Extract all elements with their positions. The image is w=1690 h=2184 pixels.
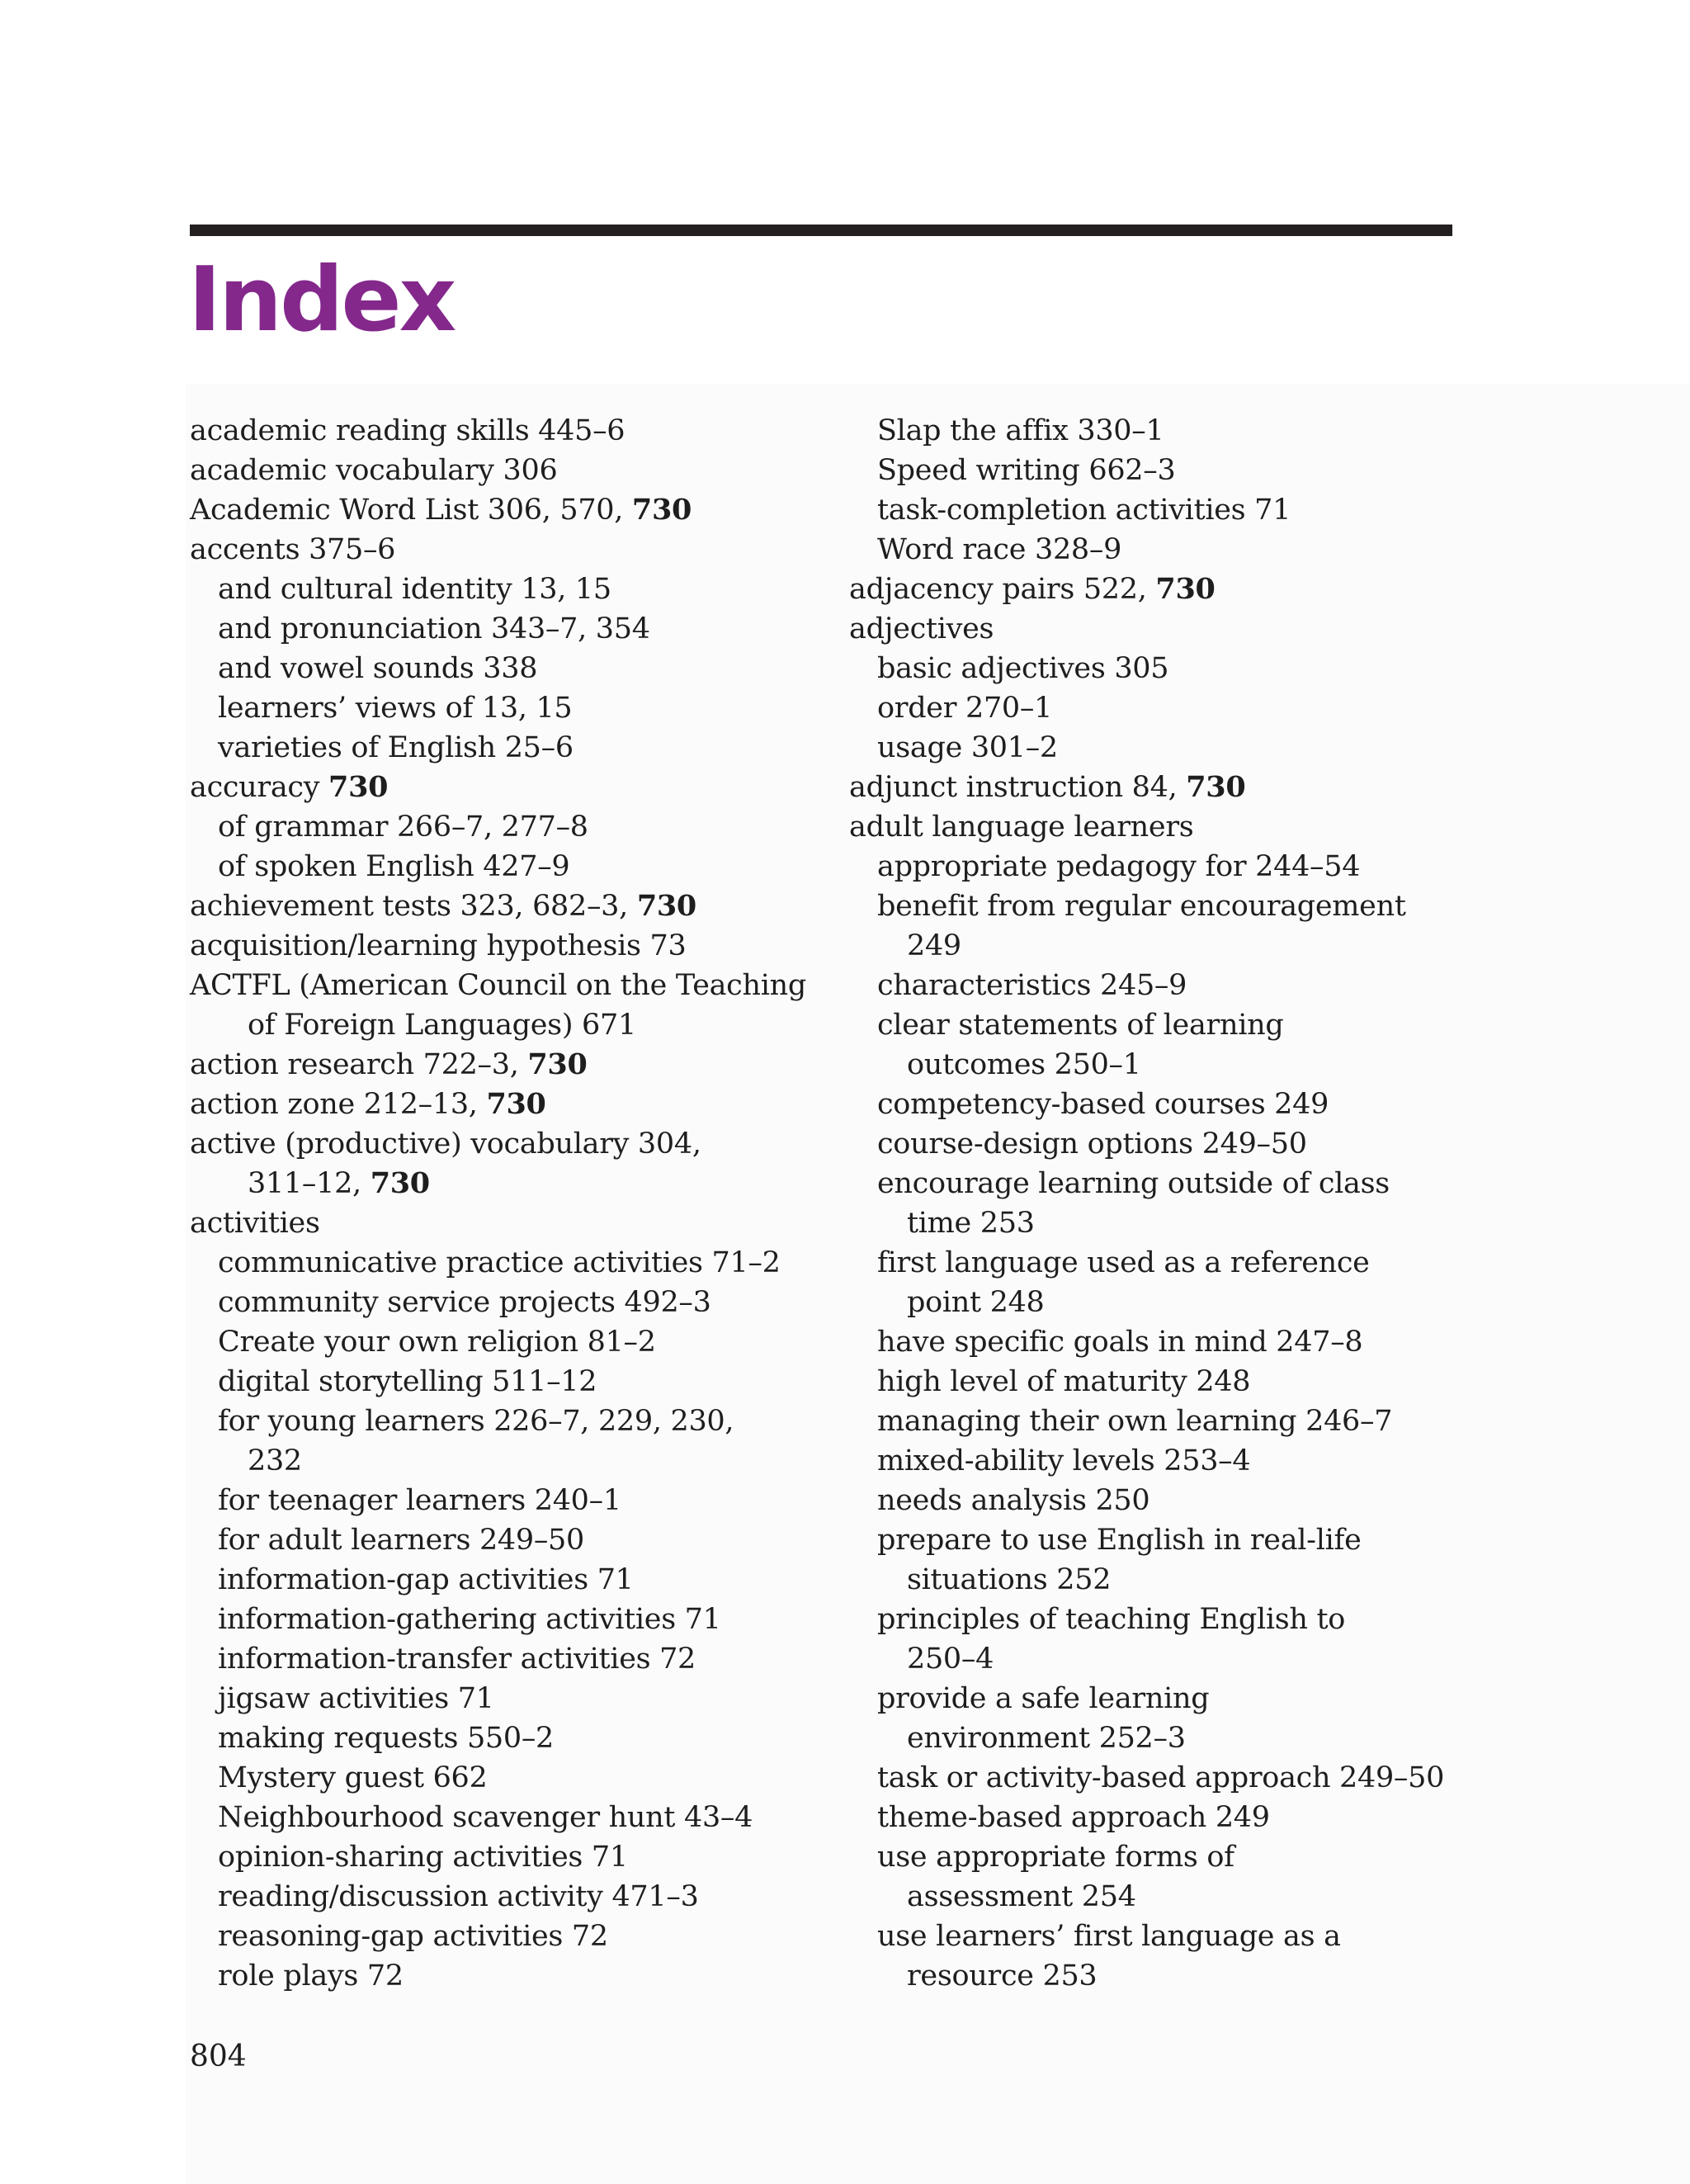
index-entry (849, 1362, 1526, 1402)
index-entry (190, 728, 866, 768)
index-entry (190, 1322, 866, 1362)
index-entry-text: prepare to use English in real-life (877, 1524, 1362, 1557)
index-entry (190, 1560, 866, 1600)
index-entry-text: varieties of English 25–6 (218, 731, 574, 764)
index-entry-bold-page: 730 (636, 889, 696, 923)
index-entry (849, 1402, 1526, 1441)
index-entry (190, 1045, 866, 1085)
index-entry (849, 728, 1526, 768)
index-entry-text: basic adjectives 305 (877, 652, 1169, 685)
index-entry-text: accents 375–6 (190, 533, 396, 566)
index-entry-text: of Foreign Languages) 671 (248, 1009, 636, 1042)
index-entry (849, 966, 1526, 1005)
index-entry (849, 807, 1526, 847)
index-entry-bold-page: 730 (1186, 770, 1246, 804)
index-entry (190, 1877, 866, 1917)
index-entry-text: Neighbourhood scavenger hunt 43–4 (218, 1801, 753, 1834)
index-entry (190, 1917, 866, 1956)
index-entry (190, 1164, 866, 1203)
index-entry (849, 1085, 1526, 1124)
index-entry-text: action zone 212–13, (190, 1088, 487, 1121)
index-entry (190, 1402, 866, 1441)
index-entry (849, 1600, 1526, 1639)
index-entry-bold-page: 730 (527, 1047, 588, 1081)
index-entry (190, 847, 866, 886)
index-entry (190, 768, 866, 807)
index-entry-text: accuracy (190, 771, 329, 804)
index-entry (849, 1283, 1526, 1322)
index-entry-text: encourage learning outside of class (877, 1167, 1390, 1200)
index-entry-text: ACTFL (American Council on the Teaching (190, 969, 806, 1002)
index-entry-text: competency-based courses 249 (877, 1088, 1329, 1121)
index-entry-text: making requests 550–2 (218, 1722, 555, 1755)
index-entry-text: achievement tests 323, 682–3, (190, 890, 637, 923)
index-entry-text: order 270–1 (877, 692, 1053, 725)
index-entry (849, 1124, 1526, 1164)
index-entry-text: adjectives (849, 612, 994, 645)
index-entry (190, 1837, 866, 1877)
index-entry (190, 570, 866, 609)
index-entry (190, 649, 866, 688)
index-entry-text: acquisition/learning hypothesis 73 (190, 929, 687, 962)
index-entry-text: for young learners 226–7, 229, 230, (218, 1405, 734, 1438)
index-entry-text: information-gap activities 71 (218, 1563, 634, 1596)
index-entry-bold-page: 730 (486, 1087, 546, 1121)
index-entry-text: theme-based approach 249 (877, 1801, 1270, 1834)
index-entry-text: needs analysis 250 (877, 1484, 1150, 1517)
index-entry (190, 807, 866, 847)
index-entry (190, 1441, 866, 1481)
index-entry-text: point 248 (907, 1286, 1045, 1319)
index-entry-text: have specific goals in mind 247–8 (877, 1326, 1363, 1359)
index-entry-text: academic vocabulary 306 (190, 454, 558, 487)
index-entry (849, 1560, 1526, 1600)
index-entry-text: opinion-sharing activities 71 (218, 1841, 628, 1874)
index-entry (190, 451, 866, 490)
index-entry-text: provide a safe learning (877, 1682, 1210, 1715)
index-entry (190, 1243, 866, 1283)
index-entry (190, 886, 866, 926)
index-entry-text: communicative practice activities 71–2 (218, 1246, 781, 1279)
index-entry (849, 1441, 1526, 1481)
index-entry (849, 847, 1526, 886)
index-entry (190, 490, 866, 530)
index-entry (849, 1005, 1526, 1045)
index-entry (849, 1203, 1526, 1243)
page-number: 804 (190, 2040, 247, 2073)
index-entry-text: information-transfer activities 72 (218, 1643, 696, 1676)
index-entry-text: characteristics 245–9 (877, 969, 1187, 1002)
index-entry (849, 490, 1526, 530)
index-entry-text: managing their own learning 246–7 (877, 1405, 1393, 1438)
index-entry-text: Slap the affix 330–1 (877, 414, 1164, 447)
index-entry-text: 250–4 (907, 1643, 994, 1676)
index-entry-text: task-completion activities 71 (877, 494, 1291, 527)
index-entry (190, 1124, 866, 1164)
index-entry-text: appropriate pedagogy for 244–54 (877, 850, 1361, 883)
index-entry (849, 1243, 1526, 1283)
index-entry-bold-page: 730 (1155, 572, 1216, 606)
index-entry-text: reasoning-gap activities 72 (218, 1920, 608, 1953)
index-entry (849, 768, 1526, 807)
index-entry-text: role plays 72 (218, 1959, 404, 1993)
index-entry (190, 1005, 866, 1045)
index-entry (849, 451, 1526, 490)
index-entry (849, 1322, 1526, 1362)
header-rule (190, 225, 1452, 236)
index-entry-text: activities (190, 1207, 320, 1240)
index-entry-text: Academic Word List 306, 570, (190, 494, 632, 527)
index-entry (190, 1600, 866, 1639)
index-entry (849, 1679, 1526, 1718)
index-entry (190, 1283, 866, 1322)
index-entry (849, 1798, 1526, 1837)
index-entry-text: assessment 254 (907, 1880, 1136, 1913)
index-entry-text: and vowel sounds 338 (218, 652, 538, 685)
index-entry (849, 1837, 1526, 1877)
index-entry-text: of grammar 266–7, 277–8 (218, 811, 588, 844)
index-entry (190, 609, 866, 649)
index-entry-text: action research 722–3, (190, 1048, 528, 1081)
index-entry-text: and pronunciation 343–7, 354 (218, 612, 650, 645)
index-entry-text: usage 301–2 (877, 731, 1058, 764)
index-entry-text: clear statements of learning (877, 1009, 1284, 1042)
index-entry (849, 570, 1526, 609)
index-entry (849, 688, 1526, 728)
index-entry-bold-page: 730 (370, 1166, 430, 1200)
index-entry-text: high level of maturity 248 (877, 1365, 1251, 1398)
index-entry-text: situations 252 (907, 1563, 1112, 1596)
index-entry (849, 1956, 1526, 1996)
index-entry-text: task or activity-based approach 249–50 (877, 1761, 1445, 1794)
index-entry (849, 1917, 1526, 1956)
index-entry (849, 1718, 1526, 1758)
index-column-left (190, 411, 866, 1996)
index-entry-text: use appropriate forms of (877, 1841, 1234, 1874)
index-entry (849, 411, 1526, 451)
index-entry (190, 1718, 866, 1758)
index-entry-text: Mystery guest 662 (218, 1761, 488, 1794)
index-entry (190, 1362, 866, 1402)
index-entry (190, 926, 866, 966)
index-entry-text: course-design options 249–50 (877, 1127, 1307, 1161)
index-entry-text: principles of teaching English to (877, 1603, 1346, 1636)
index-entry (190, 1085, 866, 1124)
index-entry (190, 966, 866, 1005)
index-entry (849, 886, 1526, 926)
index-column-right (849, 411, 1526, 1996)
index-entry-text: community service projects 492–3 (218, 1286, 711, 1319)
index-entry (849, 609, 1526, 649)
index-entry-text: environment 252–3 (907, 1722, 1186, 1755)
index-entry-text: use learners’ first language as a (877, 1920, 1341, 1953)
index-entry (849, 1758, 1526, 1798)
index-entry-text: first language used as a reference (877, 1246, 1370, 1279)
index-entry (849, 530, 1526, 570)
index-entry (190, 1679, 866, 1718)
index-entry-text: Create your own religion 81–2 (218, 1326, 656, 1359)
index-entry (190, 688, 866, 728)
index-entry-text: reading/discussion activity 471–3 (218, 1880, 699, 1913)
index-entry-text: jigsaw activities 71 (218, 1682, 494, 1715)
index-entry (849, 1164, 1526, 1203)
index-entry-text: for adult learners 249–50 (218, 1524, 584, 1557)
index-entry (849, 649, 1526, 688)
index-entry (190, 1520, 866, 1560)
index-entry-text: resource 253 (907, 1959, 1098, 1993)
index-entry-text: digital storytelling 511–12 (218, 1365, 597, 1398)
index-entry-text: outcomes 250–1 (907, 1048, 1141, 1081)
index-entry-text: time 253 (907, 1207, 1035, 1240)
index-entry (190, 1798, 866, 1837)
index-entry-bold-page: 730 (631, 493, 692, 527)
index-entry (190, 1481, 866, 1520)
index-entry-text: for teenager learners 240–1 (218, 1484, 621, 1517)
page-title: Index (188, 248, 455, 352)
index-entry-text: adjacency pairs 522, (849, 573, 1156, 606)
index-entry-text: active (productive) vocabulary 304, (190, 1127, 701, 1161)
index-entry-text: 249 (907, 929, 961, 962)
index-entry (190, 1956, 866, 1996)
index-entry-text: 232 (248, 1444, 302, 1477)
index-entry-text: information-gathering activities 71 (218, 1603, 721, 1636)
index-entry-text: Word race 328–9 (877, 533, 1122, 566)
index-entry-bold-page: 730 (328, 770, 389, 804)
index-entry-text: adjunct instruction 84, (849, 771, 1187, 804)
index-entry (190, 530, 866, 570)
index-entry-text: benefit from regular encouragement (877, 890, 1406, 923)
index-entry (190, 1758, 866, 1798)
index-entry-text: adult language learners (849, 811, 1194, 844)
index-entry-text: 311–12, (248, 1167, 371, 1200)
index-entry (849, 1481, 1526, 1520)
index-entry (190, 1639, 866, 1679)
index-entry (849, 1639, 1526, 1679)
index-entry-text: mixed-ability levels 253–4 (877, 1444, 1251, 1477)
index-entry-text: learners’ views of 13, 15 (218, 692, 573, 725)
index-entry (849, 926, 1526, 966)
index-entry-text: academic reading skills 445–6 (190, 414, 625, 447)
index-entry-text: and cultural identity 13, 15 (218, 573, 611, 606)
index-entry (190, 1203, 866, 1243)
index-entry (849, 1520, 1526, 1560)
index-entry (849, 1877, 1526, 1917)
index-entry (849, 1045, 1526, 1085)
index-entry (190, 411, 866, 451)
index-entry-text: Speed writing 662–3 (877, 454, 1176, 487)
index-entry-text: of spoken English 427–9 (218, 850, 570, 883)
